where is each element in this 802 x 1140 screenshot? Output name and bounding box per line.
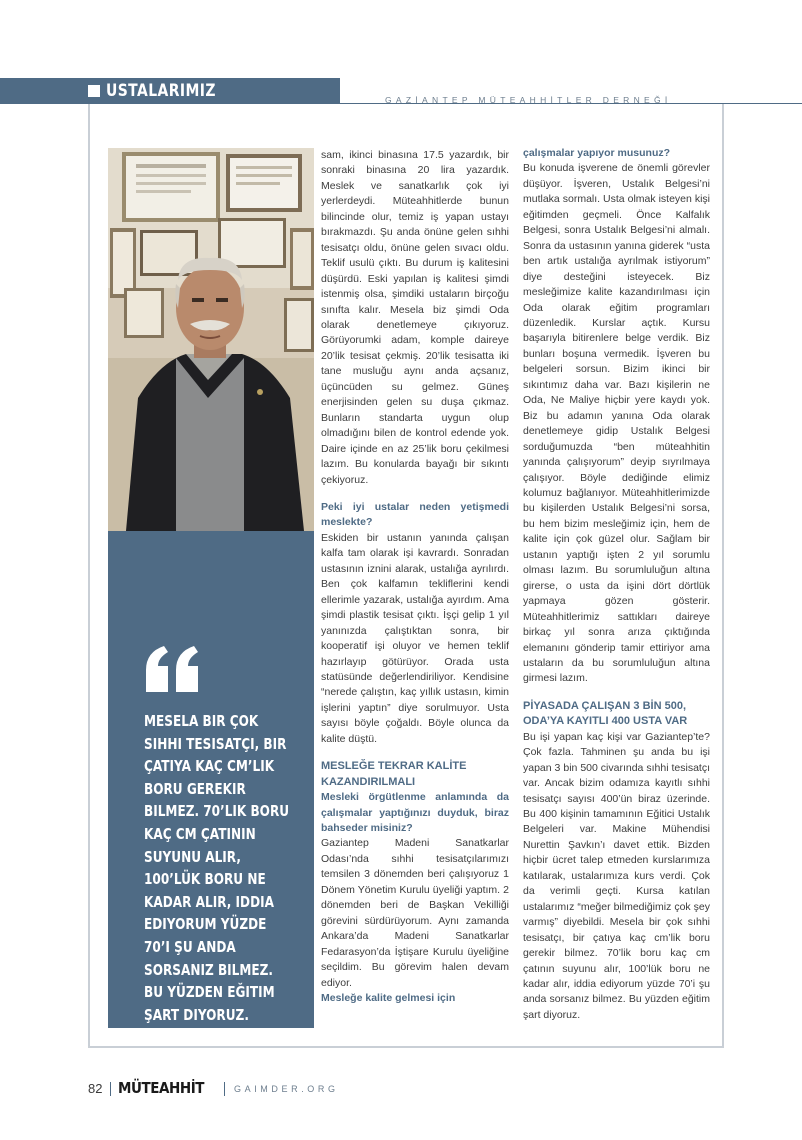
body-paragraph: sam, ikinci binasına 17.5 yazardık, bir sonraki binasına 20 lira yazardık. Meslek ve sanatkarlık çok iyi yerlerdeydi. Müteahhitlerde bunun bilincinde olur, temiz iş yapan ustayı bırakmazdı. Şu anda önüne gelen sıhhi tesisatçı oldu, önüne gelen sıvacı oldu. Teklif usulü çıktı. Bu durum iş kalitesini düşürdü. Eski yapılan iş kalitesi şimdi istenmiş olsa, şimdiki ustaların birçoğu sınıfta kalır. Mesela biz şimdi Oda olarak denetlemeye çıkıyoruz. Görüyorumki adam, komple daireye 20’lik tesisat çekmiş. 20’lik tesisatta iki tane musluğu aynı anda açsanız, üçüncüden su gelmez. Güneş enerjisinden gelen su duşa çıkmaz. Bunların standarta uygun olup olmadığını bilen de kontrol edende yok. Daire içinde en az 25’lik boru çekilmesi lazım. Bu konularda bayağı bir sıkıntı çekiyoruz. (321, 149, 509, 486)
article-column-1 (321, 148, 509, 1006)
footer-separator (110, 1082, 111, 1096)
interview-question: çalışmalar yapıyor musunuz? (523, 147, 671, 159)
quote-mark-icon (144, 640, 204, 700)
page-number: 82 (88, 1081, 103, 1096)
section-heading: MESLEĞE TEKRAR KALİTE KAZANDIRILMALI (321, 760, 467, 788)
pull-quote-text: MESELA BIR ÇOK SIHHI TESISATÇI, BIR ÇATIYA KAÇ CM’LIK BORU GEREKIR BILMEZ. 70’LIK BORU KAÇ CM ÇATININ SUYUNU ALIR, 100’LÜK BORU NE KADAR ALIR, IDDIA EDIYORUM YÜZDE 70’I ŞU ANDA SORSANIZ BILMEZ. BU YÜZDEN EĞITIM ŞART DIYORUZ. (144, 712, 290, 1024)
footer-separator (224, 1082, 225, 1096)
interview-question: Mesleki örgütlenme anlamında da çalışmalar yaptığınızı duyduk, biraz bahseder misiniz? (321, 791, 509, 835)
section-title: USTALARIMIZ (106, 81, 216, 101)
article-column-2 (523, 146, 710, 1023)
interview-question: Peki iyi ustalar neden yetişmedi meslekte? (321, 500, 509, 529)
magazine-logo: MÜTEAHHİT (118, 1079, 205, 1097)
section-square-icon (88, 85, 100, 97)
portrait-photo (108, 148, 314, 531)
body-paragraph: Bu işi yapan kaç kişi var Gaziantep’te? Çok fazla. Tahminen şu anda bu işi yapan 3 bin 500 civarında sıhhi tesisatçı var. Ancak bizim odamıza kayıtlı sıhhi tesisatçı sayısı 400’ün biraz üzerinde. Bu 400 kişinin tamamının Eğitici Ustalık Belgeleri var. Makine Mühendisi Nurettin Şavkın’ı davet ettik. Bizden hiçbir ücret talep etmeden kurslarımıza katılarak, ustalarımıza kurs verdi. Çok da verimli geçti. Kursa katılan ustalarımız “meğer bilmediğimiz çok şey varmış” diyebildi. Mesela bir çok sıhhi tesisatçı, bir çatıya kaç cm’lik boru gerekir bilmez. 70’lik boru kaç cm çatının suyunu alır, 100’lük boru ne kadar alır, iddia ediyorum yüzde 70’i şu anda sorsanız bilmez. Bu yüzden eğitim şart diyoruz. (523, 730, 710, 1021)
interview-question: Mesleğe kalite gelmesi için (321, 992, 456, 1005)
website-link[interactable]: GAIMDER.ORG (234, 1084, 339, 1094)
body-paragraph: Gaziantep Madeni Sanatkarlar Odası’nda sıhhi tesisatçılarımızı temsilen 3 dönemden beri çalışıyoruz 1 Dönem Yönetim Kurulu üyeliği yaptım. 2 dönemden beri de Başkan Vekilliği görevini sürdürüyorum. Aynı zamanda Ankara’da Madeni Sanatkarlar Fedarasyon’da İştişare Kurulu üyeliğine seçildim. Bu görevim halen devam ediyor. (321, 837, 509, 989)
association-name: GAZİANTEP MÜTEAHHİTLER DERNEĞİ (385, 95, 672, 105)
section-heading: PİYASADA ÇALIŞAN 3 BİN 500, ODA’YA KAYITLI 400 USTA VAR (523, 699, 688, 728)
body-paragraph: Bu konuda işverene de önemli görevler düşüyor. İşveren, Ustalık Belgesi’ni mutlaka sormalı. Usta olmak isteyen kişi eğitimden geçmeli. Önce Kalfalık Belgesi, sonra Ustalık Belgesi’ni almalı. Sonra da ustasının yanına giderek “usta ben artık ustalığa ayrılmak istiyorum” diye desteğini isteyecek. Biz mesleğimize kalite kazandırılması için Oda olarak eğitim programları düzenledik. Kurslar açtık. Kursu başarıyla bitirenlere belge verdik. Biz bunları boşuna vermedik. İşveren bu belgeleri sorsun. Bizim ikinci bir sıkıntımız daha var. Bazı kişilerin ne Oda, Ne Maliye hiçbir yere kaydı yok. Biz bu adamın yanına Oda olarak denetlemeye gidip Ustalık Belgesi sorduğumuzda “ben müteahhitin yanında çalışıyorum” deyip sıyrılmaya çalışıyor. Böyle dediğinde elimiz kolumuz bağlanıyor. Müteahhitlerimizde bu kişilerden Ustalık Belgesi’ni sorsa, bu hem bizim mesleğimiz için, hem de kalite için çok güzel olur. Sağlam bir ustanın yaptığı işten 2 yıl sorumlu olması lazım. Bu sorumluluğun altına girerse, o usta da işini dört dörtlük yapmaya gözen gösterir. Müteahhitlerimiz sattıkları daireye birkaç yıl sonra arıza çıktığında elemanını gönderip tamir ettiriyor ama ustaların da bu sorumluluğun altına girmesi lazım. (523, 162, 710, 685)
body-paragraph: Eskiden bir ustanın yanında çalışan kalfa tam olarak işi kavrardı. Sonradan ustasının iznini alarak, ustalığa ayrılırdı. Ben çok kalfamın tekliflerini kendi ellerimle yazarak, ustalığa ayırdım. Ama şimdi plastik tesisat çıktı. İşçi gelip 1 yıl yanınızda çalıştıktan sonra, bir kooperatif işi oluyor ve hemen teklif hazırlayıp götürüyor. Orada usta statüsünde değerlendiriliyor. Kendisine “nerede çalıştın, kaç yıllık ustasın, kimin işlerini yaptın” diye sorulmuyor. Usta sayısı böyle çoğaldı. Böyle olunca da kalite düştü. (321, 531, 509, 745)
